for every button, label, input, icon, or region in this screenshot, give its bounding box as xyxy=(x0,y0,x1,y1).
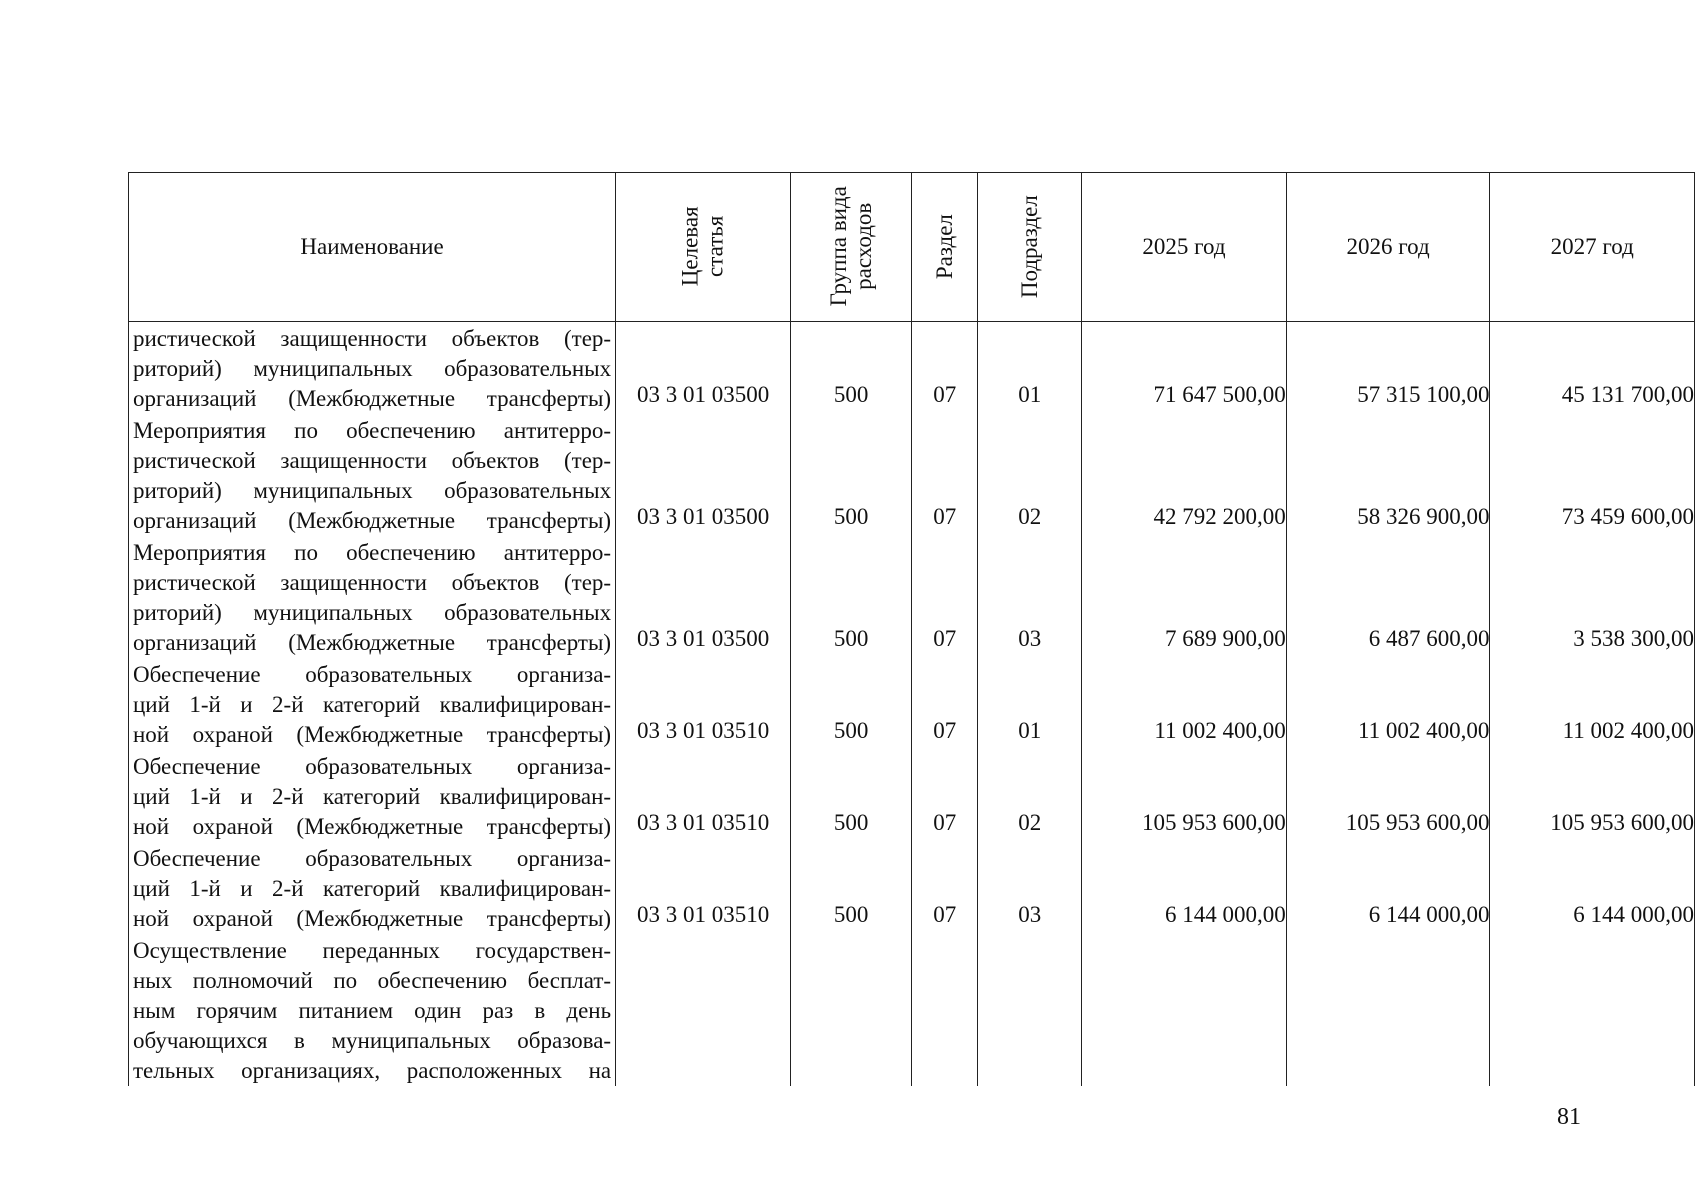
row-name-line: ных полномочий по обеспечению бесплат- xyxy=(133,968,612,993)
row-group: 500 xyxy=(791,536,912,658)
row-value-2025: 105 953 600,00 xyxy=(1082,750,1287,842)
row-name xyxy=(129,322,616,415)
row-value-2026: 58 326 900,00 xyxy=(1286,414,1490,536)
row-name-line: Мероприятия по обеспечению антитерро- xyxy=(133,540,612,565)
row-value-2026: 57 315 100,00 xyxy=(1286,322,1490,415)
row-name-line: ристической защищенности объектов (тер- xyxy=(133,448,612,473)
row-subsection: 01 xyxy=(978,658,1082,750)
row-name xyxy=(129,842,616,934)
row-name-line: Осуществление переданных государствен- xyxy=(133,938,612,963)
row-name xyxy=(129,934,616,1086)
row-name-line: ристической защищенности объектов (тер- xyxy=(133,570,612,595)
table-row xyxy=(129,322,1695,415)
row-value-2025: 6 144 000,00 xyxy=(1082,842,1287,934)
row-value-2026: 105 953 600,00 xyxy=(1286,750,1490,842)
row-name-line: риторий) муниципальных образовательных xyxy=(133,478,612,503)
row-subsection: 03 xyxy=(978,536,1082,658)
header-target: Целевая статья xyxy=(616,173,791,322)
row-name-line: тельных организациях, расположенных на xyxy=(133,1058,612,1083)
table-row xyxy=(129,842,1695,934)
row-target-code: 03 3 01 03510 xyxy=(616,750,791,842)
table-row xyxy=(129,414,1695,536)
row-name-line: ристической защищенности объектов (тер- xyxy=(133,326,612,351)
table-row xyxy=(129,750,1695,842)
row-name-line: Обеспечение образовательных организа- xyxy=(133,662,612,687)
row-section xyxy=(912,934,978,1086)
row-group: 500 xyxy=(791,842,912,934)
header-2027: 2027 год xyxy=(1490,173,1695,322)
row-value-2027: 45 131 700,00 xyxy=(1490,322,1695,415)
header-section: Раздел xyxy=(912,173,978,322)
header-row xyxy=(129,173,1695,322)
table-row xyxy=(129,934,1695,1086)
row-subsection: 02 xyxy=(978,414,1082,536)
row-name-line: ной охраной (Межбюджетные трансферты) xyxy=(133,814,612,839)
row-value-2026: 6 487 600,00 xyxy=(1286,536,1490,658)
row-section: 07 xyxy=(912,842,978,934)
row-name-line: ций 1-й и 2-й категорий квалифицирован- xyxy=(133,692,612,717)
row-name-line: Мероприятия по обеспечению антитерро- xyxy=(133,418,612,443)
row-group: 500 xyxy=(791,658,912,750)
header-2025: 2025 год xyxy=(1082,173,1287,322)
row-name-line: ций 1-й и 2-й категорий квалифицирован- xyxy=(133,784,612,809)
row-value-2027: 105 953 600,00 xyxy=(1490,750,1695,842)
row-name-line: ций 1-й и 2-й категорий квалифицирован- xyxy=(133,876,612,901)
header-subsection: Подраздел xyxy=(978,173,1082,322)
row-name-line: Обеспечение образовательных организа- xyxy=(133,754,612,779)
row-value-2027: 73 459 600,00 xyxy=(1490,414,1695,536)
header-group: Группа вида расходов xyxy=(791,173,912,322)
row-section: 07 xyxy=(912,414,978,536)
row-target-code: 03 3 01 03510 xyxy=(616,842,791,934)
row-section: 07 xyxy=(912,750,978,842)
row-name-line: организаций (Межбюджетные трансферты) xyxy=(133,386,612,411)
header-name: Наименование xyxy=(129,173,616,322)
row-name xyxy=(129,536,616,658)
row-group: 500 xyxy=(791,414,912,536)
row-target-code: 03 3 01 03500 xyxy=(616,536,791,658)
row-section: 07 xyxy=(912,322,978,415)
row-group: 500 xyxy=(791,322,912,415)
row-subsection: 03 xyxy=(978,842,1082,934)
row-value-2025: 71 647 500,00 xyxy=(1082,322,1287,415)
row-value-2025 xyxy=(1082,934,1287,1086)
table-row xyxy=(129,536,1695,658)
row-subsection xyxy=(978,934,1082,1086)
row-target-code: 03 3 01 03510 xyxy=(616,658,791,750)
table-row xyxy=(129,658,1695,750)
row-value-2026: 6 144 000,00 xyxy=(1286,842,1490,934)
row-subsection: 02 xyxy=(978,750,1082,842)
row-section: 07 xyxy=(912,536,978,658)
row-subsection: 01 xyxy=(978,322,1082,415)
row-name-line: риторий) муниципальных образовательных xyxy=(133,600,612,625)
row-name xyxy=(129,750,616,842)
row-name-line: ным горячим питанием один раз в день xyxy=(133,998,612,1023)
row-target-code: 03 3 01 03500 xyxy=(616,322,791,415)
row-name-line: организаций (Межбюджетные трансферты) xyxy=(133,630,612,655)
row-section: 07 xyxy=(912,658,978,750)
row-value-2027 xyxy=(1490,934,1695,1086)
row-group: 500 xyxy=(791,750,912,842)
row-value-2025: 42 792 200,00 xyxy=(1082,414,1287,536)
row-name-line: ной охраной (Межбюджетные трансферты) xyxy=(133,722,612,747)
row-value-2027: 3 538 300,00 xyxy=(1490,536,1695,658)
page-number: 81 xyxy=(1557,1104,1581,1130)
row-group xyxy=(791,934,912,1086)
row-value-2026: 11 002 400,00 xyxy=(1286,658,1490,750)
row-name-line: организаций (Межбюджетные трансферты) xyxy=(133,508,612,533)
row-value-2025: 7 689 900,00 xyxy=(1082,536,1287,658)
row-value-2026 xyxy=(1286,934,1490,1086)
row-value-2027: 11 002 400,00 xyxy=(1490,658,1695,750)
row-name xyxy=(129,658,616,750)
row-name-line: риторий) муниципальных образовательных xyxy=(133,356,612,381)
row-name-line: ной охраной (Межбюджетные трансферты) xyxy=(133,906,612,931)
budget-table xyxy=(128,172,1695,1086)
row-target-code: 03 3 01 03500 xyxy=(616,414,791,536)
row-name xyxy=(129,414,616,536)
header-2026: 2026 год xyxy=(1286,173,1490,322)
row-name-line: Обеспечение образовательных организа- xyxy=(133,846,612,871)
row-target-code xyxy=(616,934,791,1086)
row-value-2027: 6 144 000,00 xyxy=(1490,842,1695,934)
row-name-line: обучающихся в муниципальных образова- xyxy=(133,1028,612,1053)
row-value-2025: 11 002 400,00 xyxy=(1082,658,1287,750)
